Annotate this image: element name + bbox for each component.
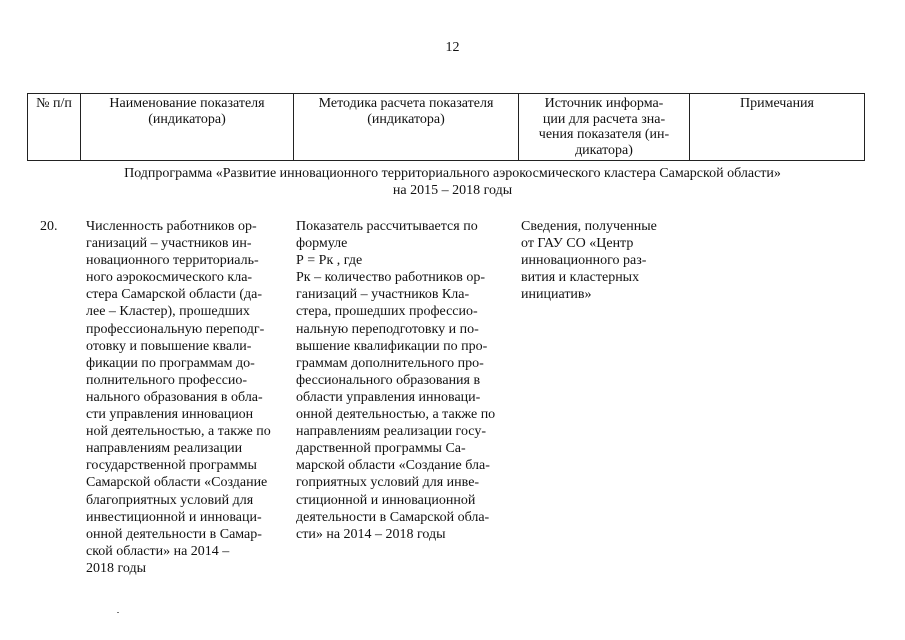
indicator-name-line: благоприятных условий для bbox=[86, 492, 254, 508]
row-number bbox=[40, 218, 80, 235]
method-line: Рк – количество работников ор- bbox=[296, 270, 486, 286]
method-line: направлениям реализации госу- bbox=[296, 424, 486, 440]
method-line: граммам дополнительного про- bbox=[296, 355, 484, 371]
header-name-line: Наименование показателя bbox=[109, 96, 265, 111]
subprogram-title bbox=[20, 165, 885, 199]
indicator-name-line: Самарской области «Создание bbox=[86, 475, 268, 491]
subprogram-years: на 2015 – 2018 годы bbox=[392, 183, 513, 198]
header-notes bbox=[690, 94, 865, 161]
indicator-name-line: стера Самарской области (да- bbox=[86, 287, 263, 303]
formula-line: Р = Рк , где bbox=[296, 253, 363, 269]
indicator-name-line: полнительного профессио- bbox=[86, 372, 248, 388]
source-line: инициатив» bbox=[521, 287, 592, 303]
indicator-name-line: ганизаций – участников ин- bbox=[86, 236, 252, 252]
method-line: сти» на 2014 – 2018 годы bbox=[296, 526, 446, 542]
method-line: стера, прошедших профессио- bbox=[296, 304, 478, 320]
indicator-name-line: Численность работников ор- bbox=[86, 219, 257, 234]
method-line: ганизаций – участников Кла- bbox=[296, 287, 470, 303]
row-number-text: 20. bbox=[40, 219, 58, 234]
table-header-row bbox=[28, 94, 865, 161]
header-method bbox=[294, 94, 519, 161]
indicator-name-line: новационного территориаль- bbox=[86, 253, 259, 269]
indicator-name-line: 2018 годы bbox=[86, 560, 147, 576]
header-source-line: чения показателя (ин- bbox=[538, 127, 670, 142]
method-line: марской области «Создание бла- bbox=[296, 458, 490, 474]
scan-speck bbox=[117, 612, 119, 613]
indicator-name-line: профессиональную переподг- bbox=[86, 321, 265, 337]
source-line: инновационного раз- bbox=[521, 253, 647, 269]
method-line: деятельности в Самарской обла- bbox=[296, 509, 490, 525]
header-notes-text: Примечания bbox=[739, 96, 814, 111]
header-method-line: Методика расчета показателя bbox=[318, 96, 494, 111]
header-source-line: Источник информа- bbox=[544, 96, 664, 111]
indicator-name-line: фикации по программам до- bbox=[86, 355, 255, 371]
page-number: 12 bbox=[445, 40, 460, 55]
source-line: от ГАУ СО «Центр bbox=[521, 236, 634, 252]
indicator-name-line: ного аэрокосмического кла- bbox=[86, 270, 253, 286]
indicator-table-header bbox=[27, 93, 865, 161]
method-line: дарственной программы Са- bbox=[296, 441, 466, 457]
indicator-name-line: государственной программы bbox=[86, 458, 257, 474]
header-source-line: ции для расчета зна- bbox=[542, 111, 666, 127]
method-line: фессионального образования в bbox=[296, 372, 481, 388]
header-source-line: дикатора) bbox=[575, 142, 633, 158]
indicator-name-line: направлениям реализации bbox=[86, 441, 243, 457]
method-line: области управления инноваци- bbox=[296, 389, 481, 405]
indicator-name-line: лее – Кластер), прошедших bbox=[86, 304, 250, 320]
indicator-name-line: ной деятельностью, а также по bbox=[86, 424, 271, 440]
calculation-method-cell bbox=[296, 218, 516, 543]
header-method-line: (индикатора) bbox=[367, 111, 445, 127]
header-number bbox=[28, 94, 81, 161]
information-source-cell bbox=[521, 218, 686, 303]
method-line: вышение квалификации по про- bbox=[296, 338, 488, 354]
method-line: онной деятельностью, а также по bbox=[296, 407, 496, 423]
indicator-name-line: инвестиционной и инноваци- bbox=[86, 509, 262, 525]
indicator-name-line: нального образования в обла- bbox=[86, 389, 263, 405]
method-line: формуле bbox=[296, 236, 348, 252]
method-line: Показатель рассчитывается по bbox=[296, 219, 478, 234]
header-source bbox=[519, 94, 690, 161]
subprogram-title-line: Подпрограмма «Развитие инновационного территориального аэрокосмического кластера Самарской области» bbox=[124, 166, 781, 181]
indicator-name-line: онной деятельности в Самар- bbox=[86, 526, 262, 542]
source-line: вития и кластерных bbox=[521, 270, 640, 286]
header-indicator-name bbox=[81, 94, 294, 161]
indicator-name-line: сти управления инновацион bbox=[86, 407, 254, 423]
indicator-name-line: ской области» на 2014 – bbox=[86, 543, 230, 559]
method-line: нальную переподготовку и по- bbox=[296, 321, 479, 337]
header-name-line: (индикатора) bbox=[148, 111, 226, 127]
indicator-name-line: отовку и повышение квали- bbox=[86, 338, 252, 354]
method-line: гоприятных условий для инве- bbox=[296, 475, 480, 491]
indicator-name-cell bbox=[86, 218, 291, 577]
method-line: стиционной и инновационной bbox=[296, 492, 476, 508]
source-line: Сведения, полученные bbox=[521, 219, 657, 234]
header-number-text: № п/п bbox=[36, 96, 72, 111]
